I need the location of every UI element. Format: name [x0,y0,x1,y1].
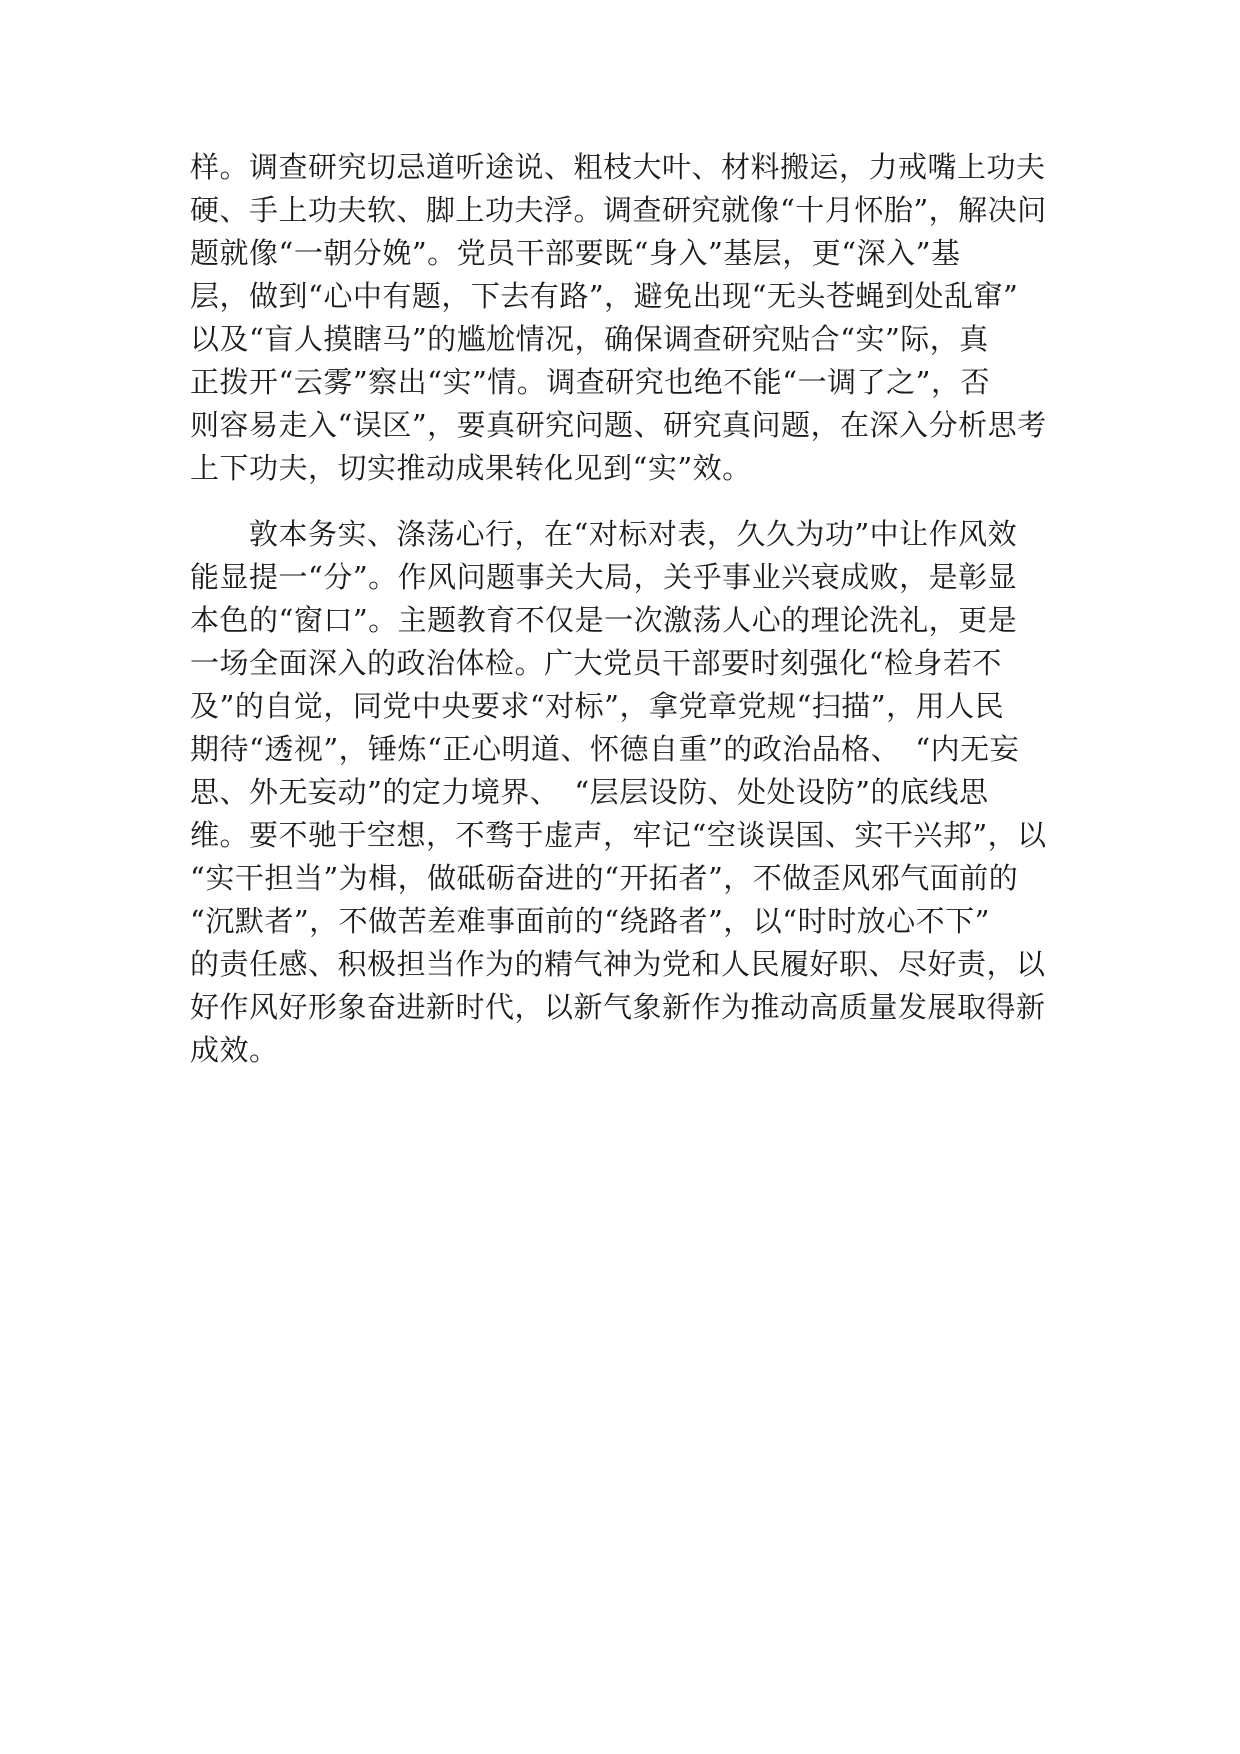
text-line: 维。要不驰于空想，不骛于虚声，牢记“空谈误国、实干兴邦”，以 [190,818,1047,852]
text-line: 成效。 [190,1033,279,1067]
text-line: 以及“盲人摸瞎马”的尴尬情况，确保调查研究贴合“实”际，真 [190,322,989,356]
text-line: 正拨开“云雾”察出“实”情。调查研究也绝不能“一调了之”，否 [190,365,990,399]
text-line: 好作风好形象奋进新时代，以新气象新作为推动高质量发展取得新 [190,990,1046,1024]
text-line: 一场全面深入的政治体检。广大党员干部要时刻强化“检身若不 [190,646,1002,680]
text-line: 期待“透视”，锤炼“正心明道、怀德自重”的政治品格、 “内无妄 [190,732,1020,766]
text-line: 硬、手上功夫软、脚上功夫浮。调查研究就像“十月怀胎”，解决问 [190,193,1047,227]
text-line: 上下功夫，切实推动成果转化见到“实”效。 [190,451,752,485]
paragraph-work-style [190,513,1066,1072]
paragraph-research [190,146,1066,490]
text-line: 则容易走入“误区”，要真研究问题、研究真问题，在深入分析思考 [190,408,1047,442]
text-line: 题就像“一朝分娩”。党员干部要既“身入”基层，更“深入”基 [190,236,961,270]
text-line: 能显提一“分”。作风问题事关大局，关乎事业兴衰成败，是彰显 [190,560,1018,594]
text-line: 层，做到“心中有题，下去有路”，避免出现“无头苍蝇到处乱窜” [190,279,1019,313]
text-line: 及”的自觉，同党中央要求“对标”，拿党章党规“扫描”，用人民 [190,689,1005,723]
text-line: 思、外无妄动”的定力境界、 “层层设防、处处设防”的底线思 [190,775,989,809]
document-body [190,146,1066,1072]
text-line: 的责任感、积极担当作为的精气神为党和人民履好职、尽好责，以 [190,947,1046,981]
text-line: “沉默者”，不做苦差难事面前的“绕路者”，以“时时放心不下” [190,904,990,938]
text-line: 样。调查研究切忌道听途说、粗枝大叶、材料搬运，力戒嘴上功夫 [190,150,1046,184]
text-line: “实干担当”为楫，做砥砺奋进的“开拓者”，不做歪风邪气面前的 [190,861,1019,895]
text-line: 本色的“窗口”。主题教育不仅是一次激荡人心的理论洗礼，更是 [190,603,1018,637]
text-line: 敦本务实、涤荡心行，在“对标对表，久久为功”中让作风效 [190,517,1018,551]
